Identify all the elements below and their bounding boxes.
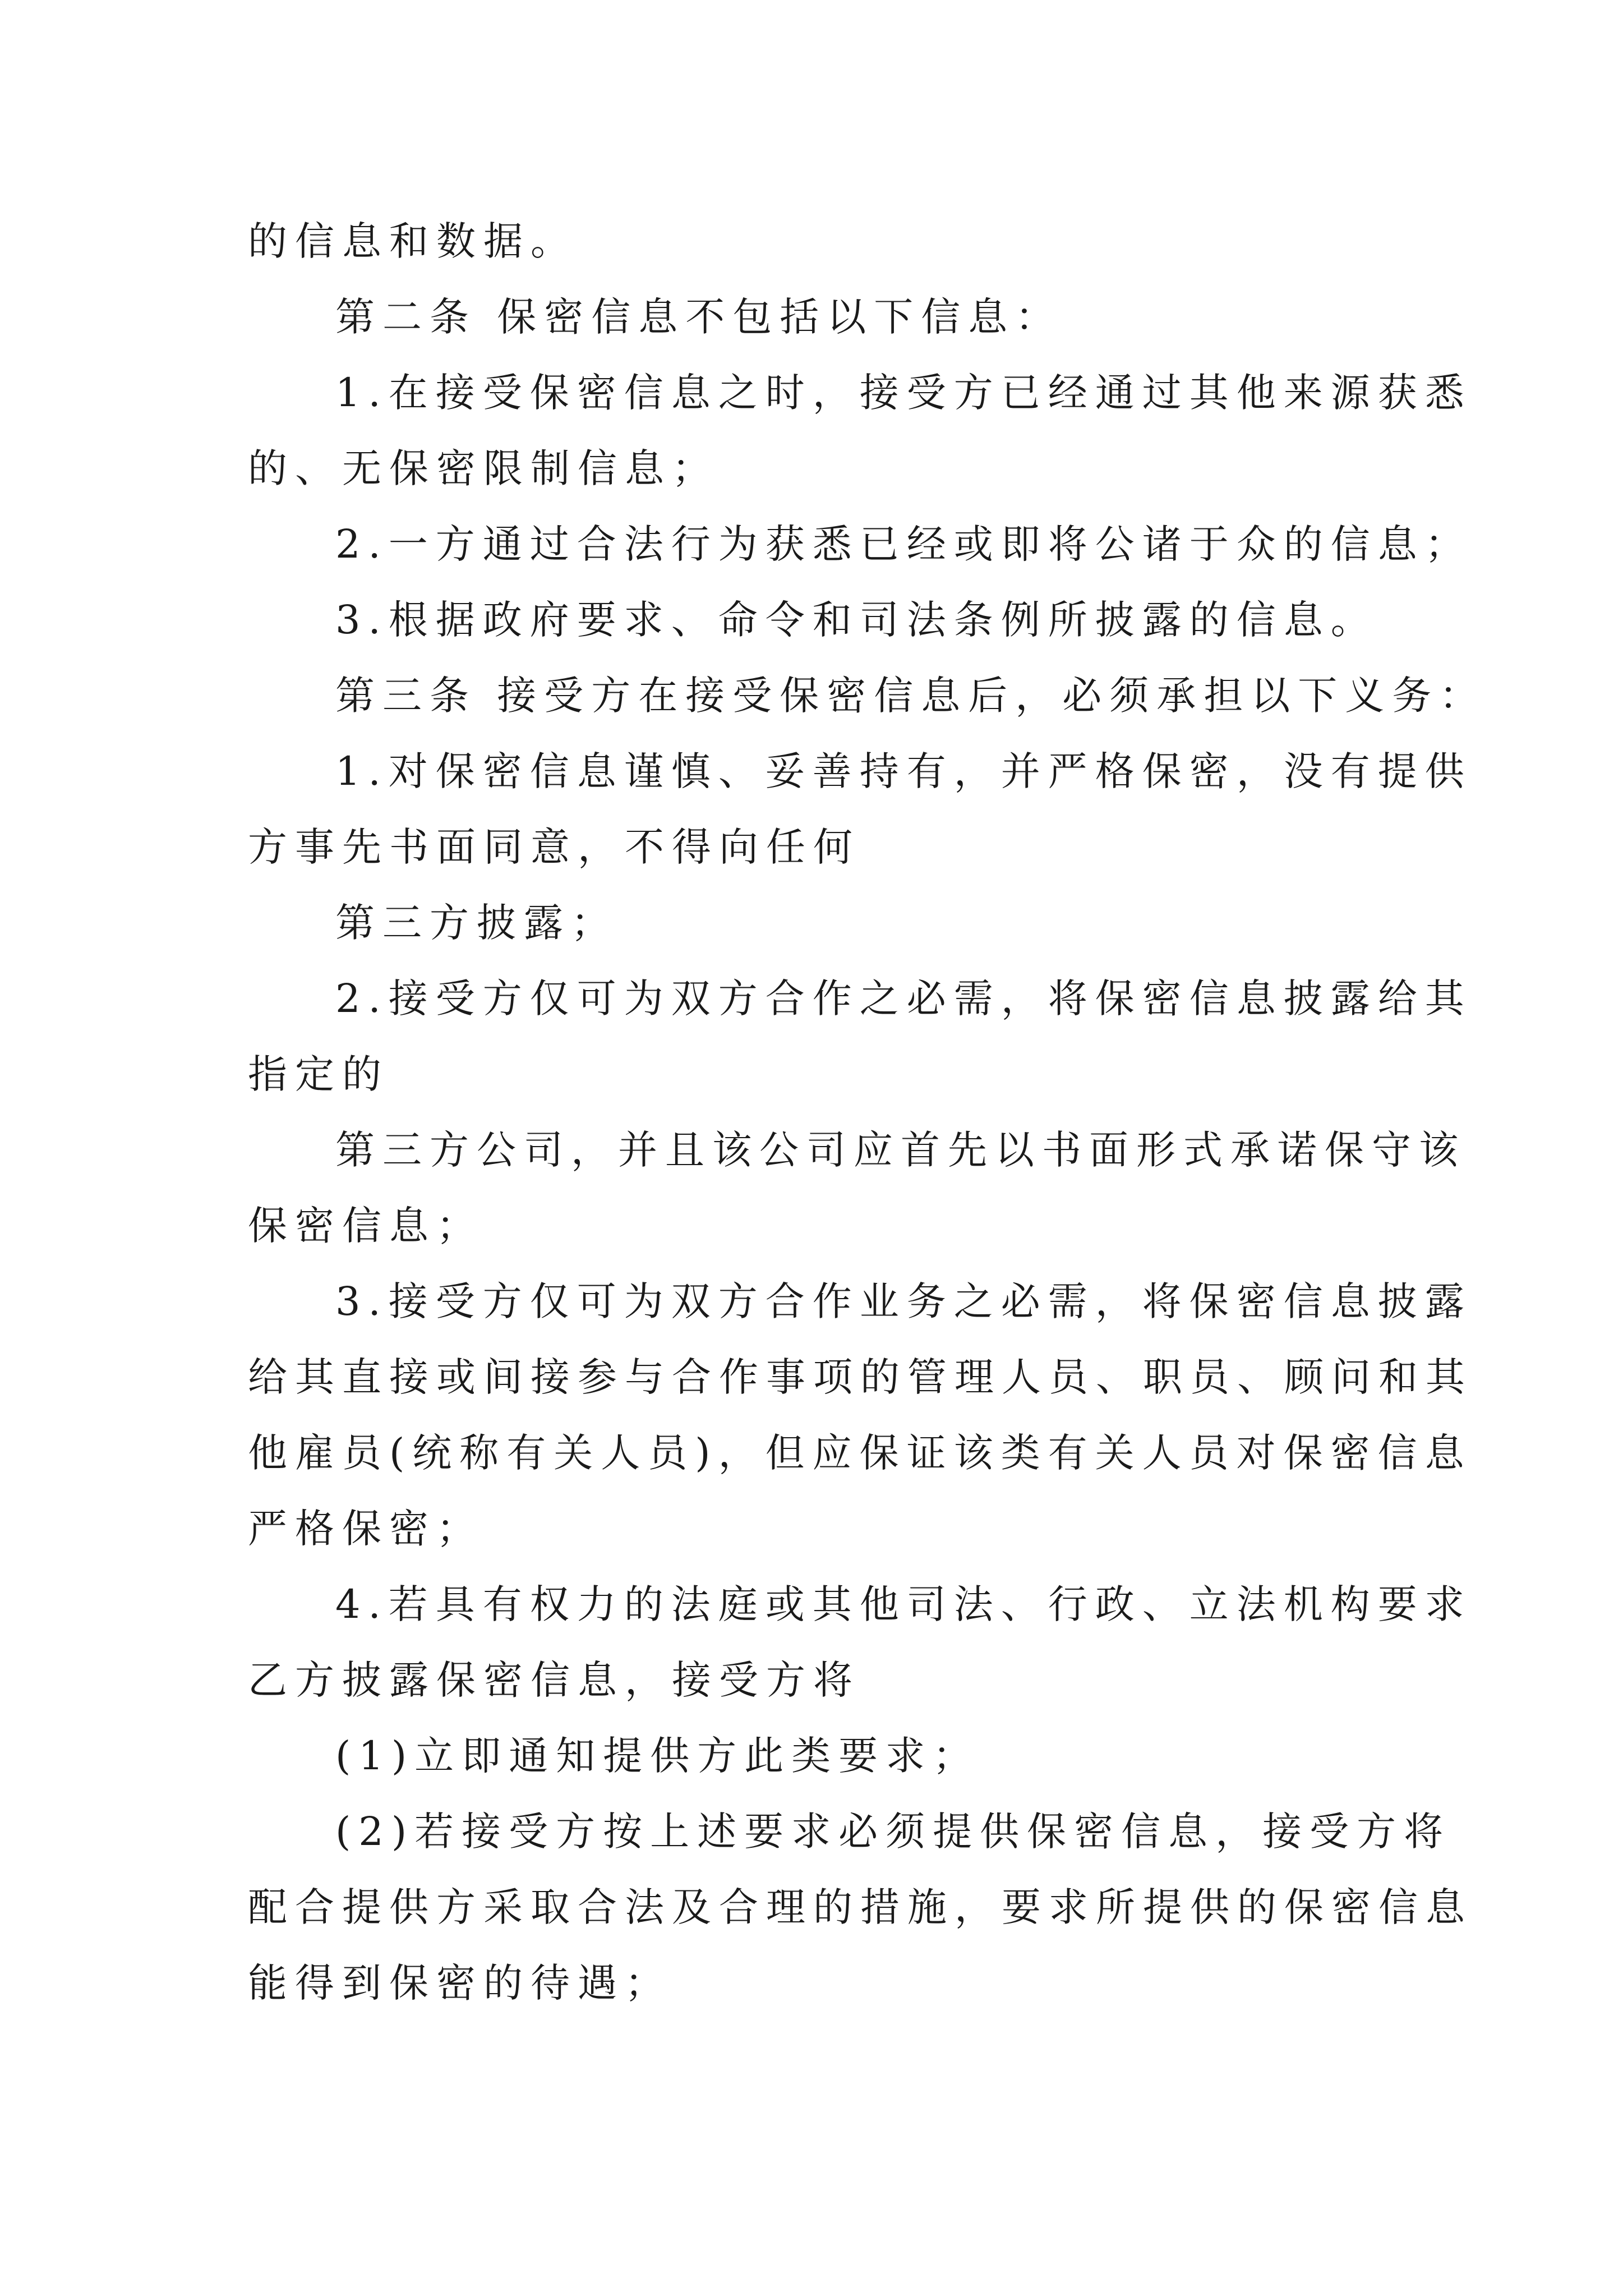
text-line: 给其直接或间接参与合作事项的管理人员、职员、顾问和其 <box>248 1354 1473 1400</box>
text-line: 的、无保密限制信息； <box>248 445 719 491</box>
list-item: 3.接受方仅可为双方合作业务之必需，将保密信息披露 <box>335 1278 1472 1324</box>
list-item: 3.根据政府要求、命令和司法条例所披露的信息。 <box>335 597 1378 643</box>
text-line: 保密信息； <box>248 1203 483 1249</box>
text-line: 第三方公司，并且该公司应首先以书面形式承诺保守该 <box>335 1127 1466 1173</box>
list-item: 4.若具有权力的法庭或其他司法、行政、立法机构要求 <box>335 1581 1472 1627</box>
list-item: 2.一方通过合法行为获悉已经或即将公诸于众的信息； <box>335 521 1472 567</box>
list-item: 2.接受方仅可为双方合作之必需，将保密信息披露给其 <box>335 976 1472 1022</box>
text-line: 乙方披露保密信息，接受方将 <box>248 1657 860 1703</box>
text-line: 的信息和数据。 <box>248 218 578 264</box>
text-line: 能得到保密的待遇； <box>248 1960 672 2006</box>
sub-item: (2)若接受方按上述要求必须提供保密信息，接受方将 <box>335 1809 1451 1855</box>
text-line: 指定的 <box>248 1051 389 1097</box>
list-item: 1.在接受保密信息之时，接受方已经通过其他来源获悉 <box>335 370 1472 416</box>
text-line: 他雇员(统称有关人员)，但应保证该类有关人员对保密信息 <box>248 1430 1472 1476</box>
text-line: 方事先书面同意，不得向任何 <box>248 824 860 870</box>
text-line: 第三方披露； <box>335 900 618 946</box>
list-item: 1.对保密信息谨慎、妥善持有，并严格保密，没有提供 <box>335 748 1472 794</box>
text-line: 配合提供方采取合法及合理的措施，要求所提供的保密信息 <box>248 1884 1473 1930</box>
article-heading: 第三条 接受方在接受保密信息后，必须承担以下义务： <box>335 673 1487 719</box>
article-heading: 第二条 保密信息不包括以下信息： <box>335 294 1063 340</box>
sub-item: (1)立即通知提供方此类要求； <box>335 1733 980 1779</box>
text-line: 严格保密； <box>248 1506 483 1552</box>
